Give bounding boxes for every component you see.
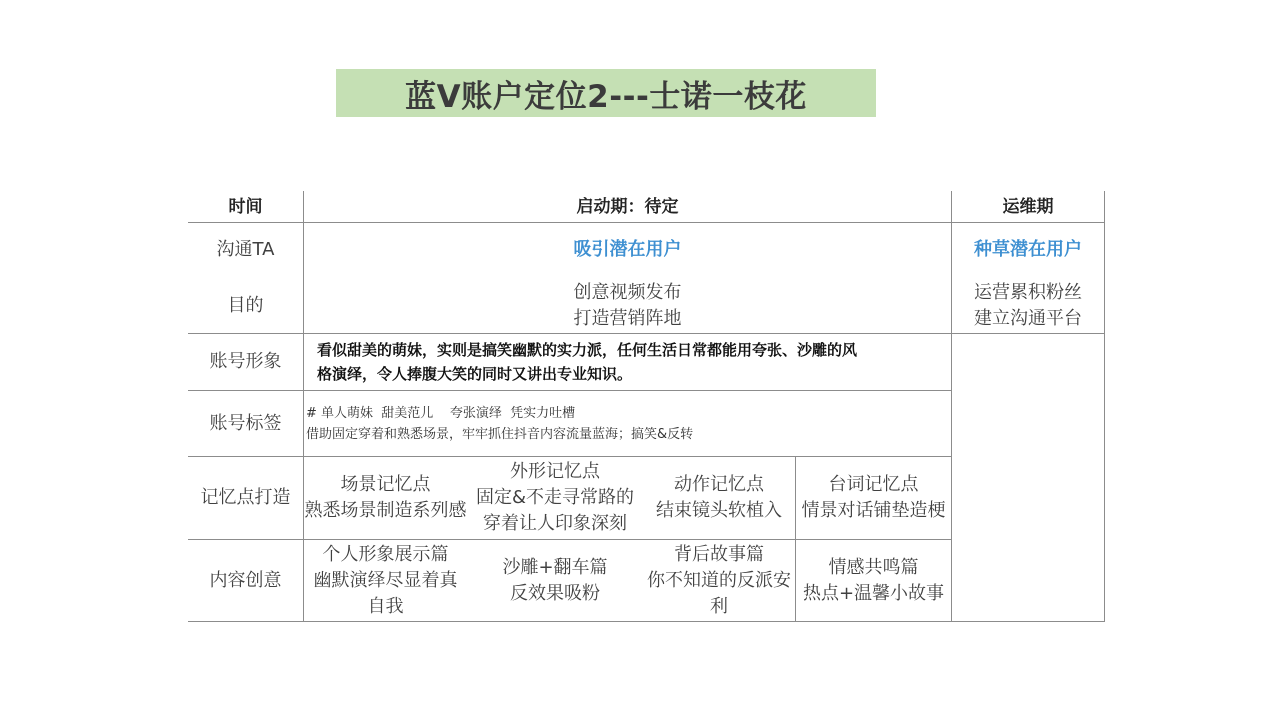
content-idea-desc: 你不知道的反派安 (647, 569, 791, 591)
account-tags-description (306, 391, 946, 456)
header-ops-phase: 运维期 (1002, 196, 1054, 217)
memory-point-desc: 熟悉场景制造系列感 (304, 500, 467, 521)
goal-ops-value (952, 279, 1104, 333)
memory-point-desc: 固定&不走寻常路的 (475, 487, 635, 508)
memory-point-appearance (467, 457, 643, 539)
account-image-line: 格演绎，令人捧腹大笑的同时又讲出专业知识。 (317, 365, 633, 383)
memory-point-scene (304, 457, 467, 539)
content-idea-backstory (643, 540, 795, 621)
row-label-ta: 沟通TA (216, 239, 275, 260)
content-idea-title: 个人形象展示篇 (322, 543, 449, 565)
memory-point-title: 台词记忆点 (828, 474, 919, 495)
content-idea-persona (304, 540, 467, 621)
content-idea-title: 背后故事篇 (674, 543, 764, 565)
goal-launch-line: 创意视频发布 (573, 282, 682, 303)
account-image-line: 看似甜美的萌妹，实则是搞笑幽默的实力派，任何生活日常都能用夸张、沙雕的风 (317, 341, 858, 359)
memory-point-title: 外形记忆点 (510, 461, 600, 482)
goal-ops-line: 运营累积粉丝 (974, 282, 1082, 303)
content-idea-title: 情感共鸣篇 (828, 556, 919, 578)
row-label-content-ideas: 内容创意 (209, 569, 282, 591)
row-label-goal: 目的 (227, 295, 264, 316)
page-title: 蓝V账户定位2---士诺一枝花 (405, 78, 807, 115)
memory-point-action (643, 457, 795, 539)
memory-point-dialogue (796, 457, 951, 539)
table-right-border (1104, 191, 1105, 622)
memory-point-desc: 情景对话铺垫造梗 (801, 500, 946, 521)
memory-point-title: 动作记忆点 (674, 474, 764, 495)
header-time: 时间 (228, 196, 263, 217)
ta-ops-value: 种草潜在用户 (974, 239, 1082, 260)
row-label-account-tags: 账号标签 (209, 412, 282, 434)
memory-point-title: 场景记忆点 (340, 474, 431, 495)
goal-ops-line: 建立沟通平台 (974, 308, 1082, 329)
content-idea-desc: 幽默演绎尽显着真 (313, 569, 458, 591)
goal-launch-value (304, 279, 951, 333)
memory-point-desc: 结束镜头软植入 (656, 500, 782, 521)
content-idea-desc: 自我 (367, 595, 404, 617)
content-idea-desc: 热点+温馨小故事 (802, 582, 945, 604)
goal-launch-line: 打造营销阵地 (573, 308, 682, 329)
content-idea-desc: 反效果吸粉 (510, 582, 600, 604)
account-image-description (317, 334, 947, 390)
memory-point-desc: 穿着让人印象深刻 (483, 513, 627, 534)
row-label-account-image: 账号形象 (209, 351, 282, 372)
row-label-memory-points: 记忆点打造 (200, 487, 291, 508)
account-tags-line: # 单人萌妹 甜美范儿 夸张演绎 凭实力吐槽 (306, 405, 576, 421)
content-idea-desc: 利 (710, 595, 728, 617)
header-launch-phase: 启动期：待定 (576, 196, 679, 217)
account-tags-line: 借助固定穿着和熟悉场景，牢牢抓住抖音内容流量蓝海；搞笑&反转 (306, 426, 694, 442)
content-idea-fail (467, 540, 643, 621)
ta-launch-value: 吸引潜在用户 (573, 239, 682, 260)
content-idea-emotion (796, 540, 951, 621)
content-idea-title: 沙雕+翻车篇 (502, 556, 608, 578)
table-bottom-border (188, 621, 1105, 622)
header-divider (188, 222, 1105, 223)
page-title-banner (336, 69, 876, 117)
